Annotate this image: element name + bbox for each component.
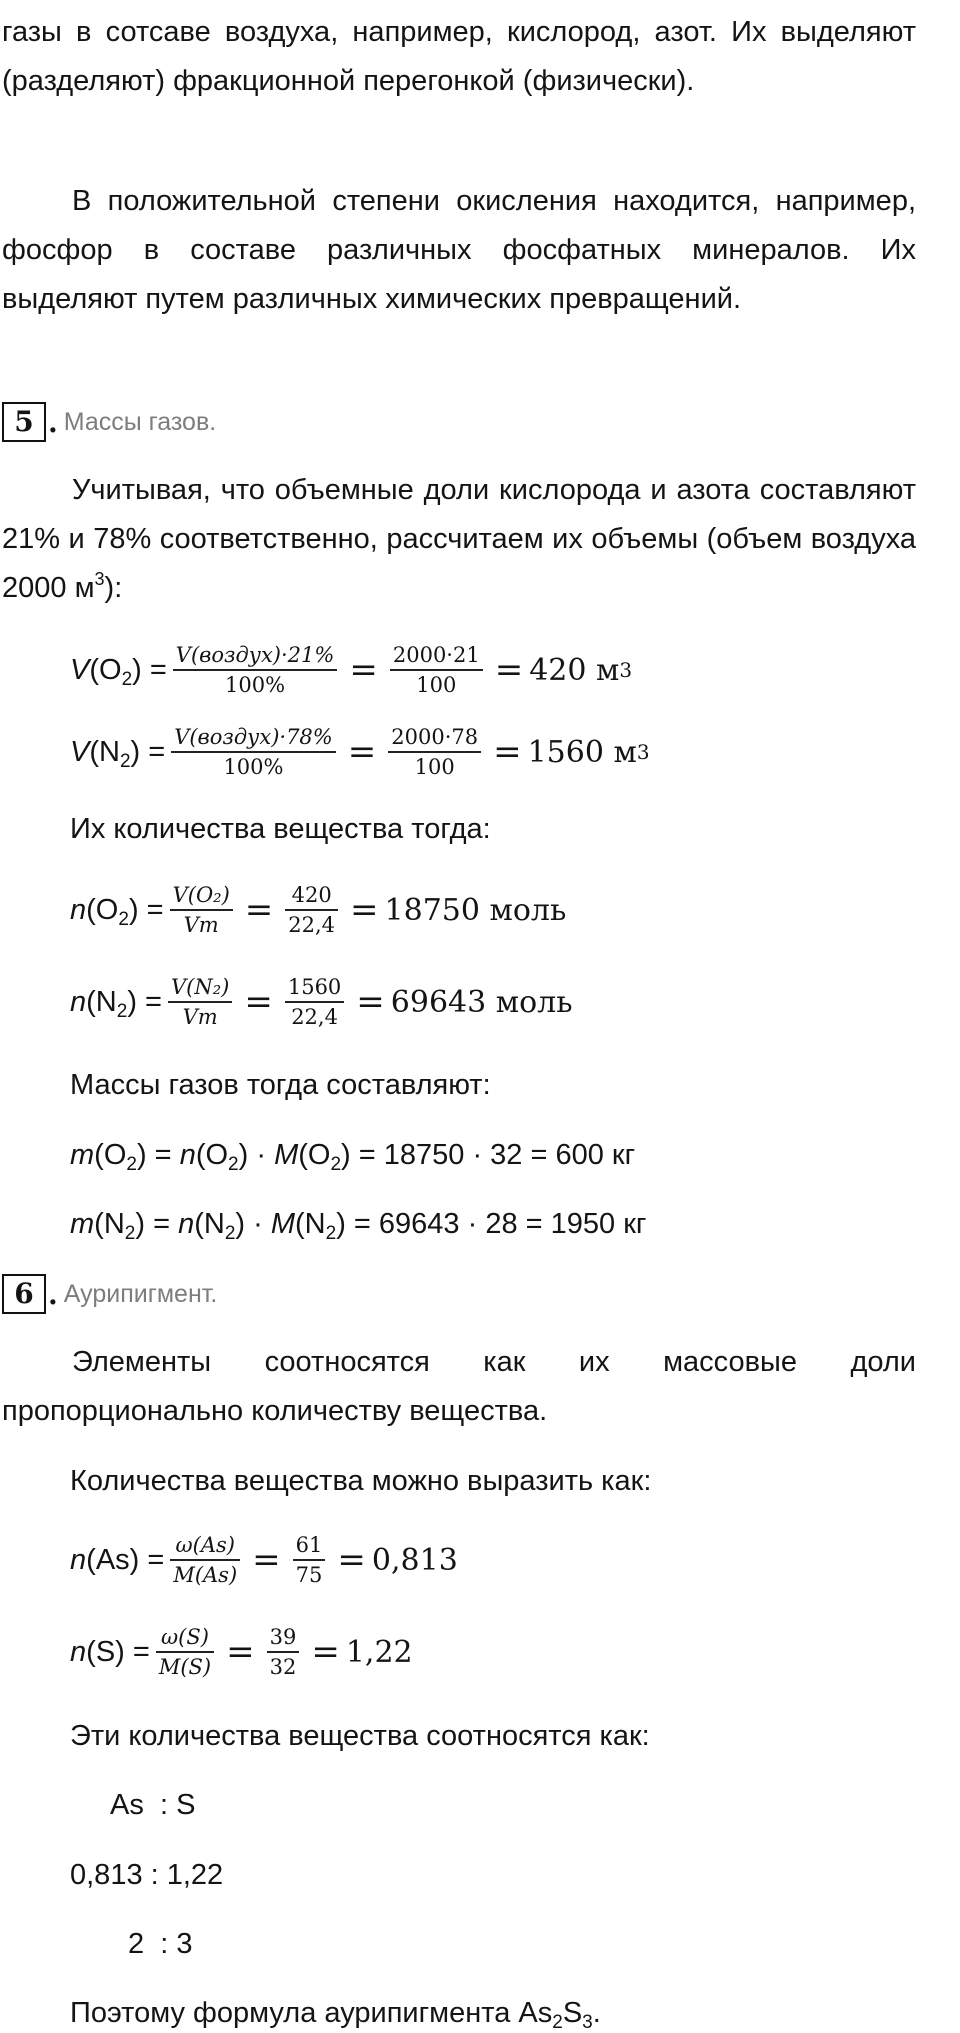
ratio-row-amounts: 0,813 : 1,22 — [70, 1859, 224, 1891]
section-5-heading: 5 . Массы газов. — [2, 400, 216, 444]
ratio-row-integers: 2 : 3 — [128, 1928, 193, 1960]
equation-amount-n2: n $(N_2)$ = $\frac{\text{V(N₂)}}{Vm}$ = $\frac{1560}{22,4}$ = 69643 моль — [70, 975, 573, 1029]
section-number-box: 5 — [2, 402, 46, 442]
section-title: Аурипигмент. — [63, 1279, 218, 1308]
mass-label: Массы газов тогда составляют: — [70, 1069, 491, 1101]
ratio-row-elements: As : S — [110, 1789, 196, 1821]
mass-o2-equation: $m(O_2) = n(O_2) \cdot M(O_2) = 18750 \cdot 32 = 600$ кг — [70, 1139, 636, 1175]
equation-volume-n2: V $(N_2)$ = $\frac{\text{V(воздух)·78\%}}{100\%}$ = $\frac{2000\cdot 78}{100}$ = 1560 м 3 — [70, 725, 650, 779]
equation-amount-as: n ( As ) = $\frac{\omega(As)}{M(As)}$ = $\frac{61}{75}$ = 0,813 — [70, 1533, 458, 1587]
intro-paragraph-2: В положительной степени окисления находится, например, фосфор в составе различных фосфатных минералов. Их выделяют путем различных химических превращений. — [2, 185, 916, 315]
equation-amount-o2: n $(O_2)$ = $\frac{\text{V(O₂)}}{Vm}$ = $\frac{420}{22,4}$ = 18750 моль — [70, 883, 567, 937]
section-6-paragraph: Элементы соотносятся как их массовые доли пропорционально количеству вещества. — [2, 1346, 916, 1427]
expression-label: Количества вещества можно выразить как: — [70, 1465, 652, 1497]
section-number-box: 6 — [2, 1274, 46, 1314]
equation-volume-o2: V $(O_2)$ = $\frac{\text{V(воздух)·21\%}}{100\%}$ = $\frac{2000\cdot 21}{100}$ = 420 м 3 — [70, 643, 633, 697]
amount-label: Их количества вещества тогда: — [70, 813, 491, 845]
conclusion: Поэтому формула аурипигмента $As_2S_3$. — [70, 1997, 601, 2033]
section-6-heading: 6 . Аурипигмент. — [2, 1272, 217, 1316]
ratio-label: Эти количества вещества соотносятся как: — [70, 1720, 650, 1752]
mass-n2-equation: $m(N_2) = n(N_2) \cdot M(N_2) = 69643 \cdot 28 = 1950$ кг — [70, 1208, 647, 1244]
intro-paragraph-1: газы в сотсаве воздуха, например, кислород, азот. Их выделяют (разделяют) фракционной перегонкой (физически). — [2, 16, 916, 97]
section-5-paragraph: Учитывая, что объемные доли кислорода и азота составляют 21% и 78% соответственно, рассчитаем их объемы (объем воздуха 2000 $м^3$): — [2, 474, 916, 604]
equation-amount-s: n ( S ) = $\frac{\omega(S)}{M(S)}$ = $\frac{39}{32}$ = 1,22 — [70, 1625, 413, 1679]
section-title: Массы газов. — [63, 407, 217, 436]
